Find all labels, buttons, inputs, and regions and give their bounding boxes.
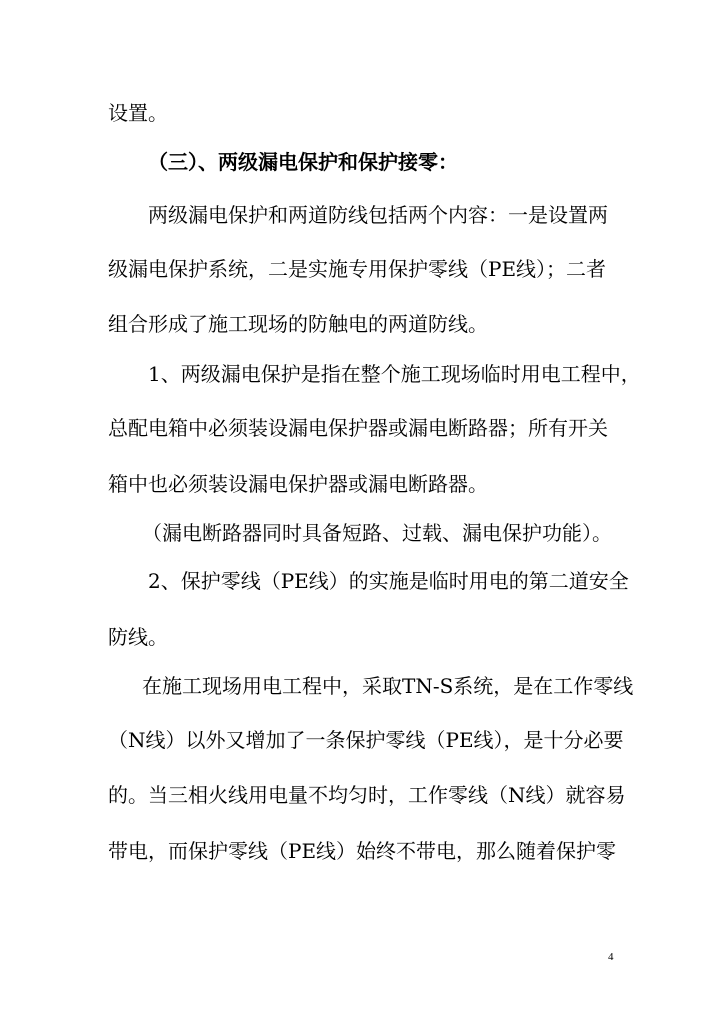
text-line: 带电，而保护零线（PE线）始终不带电，那么随着保护零	[108, 839, 617, 863]
text-line: 设置。	[108, 101, 168, 125]
text-line: 防线。	[108, 625, 168, 649]
text-line: 在施工现场用电工程中，采取TN-S系统，是在工作零线	[142, 674, 634, 698]
text-line: 箱中也必须装设漏电保护器或漏电断路器。	[108, 472, 488, 496]
text-line: 组合形成了施工现场的防触电的两道防线。	[108, 312, 488, 336]
page-number: 4	[608, 951, 614, 963]
section-heading: （三）、两级漏电保护和保护接零：	[148, 150, 458, 174]
text-line: 的。当三相火线用电量不均匀时，工作零线（N线）就容易	[108, 783, 626, 807]
text-line: （漏电断路器同时具备短路、过载、漏电保护功能）。	[142, 521, 612, 545]
text-line: （N线）以外又增加了一条保护零线（PE线），是十分必要	[108, 728, 624, 752]
text-line: 总配电箱中必须装设漏电保护器或漏电断路器；所有开关	[108, 416, 608, 440]
text-line: 1、两级漏电保护是指在整个施工现场临时用电工程中，	[148, 362, 641, 386]
text-line: 级漏电保护系统，二是实施专用保护零线（PE线）；二者	[108, 257, 607, 281]
text-line: 2、保护零线（PE线）的实施是临时用电的第二道安全	[148, 569, 629, 593]
text-line: 两级漏电保护和两道防线包括两个内容：一是设置两	[148, 203, 608, 227]
